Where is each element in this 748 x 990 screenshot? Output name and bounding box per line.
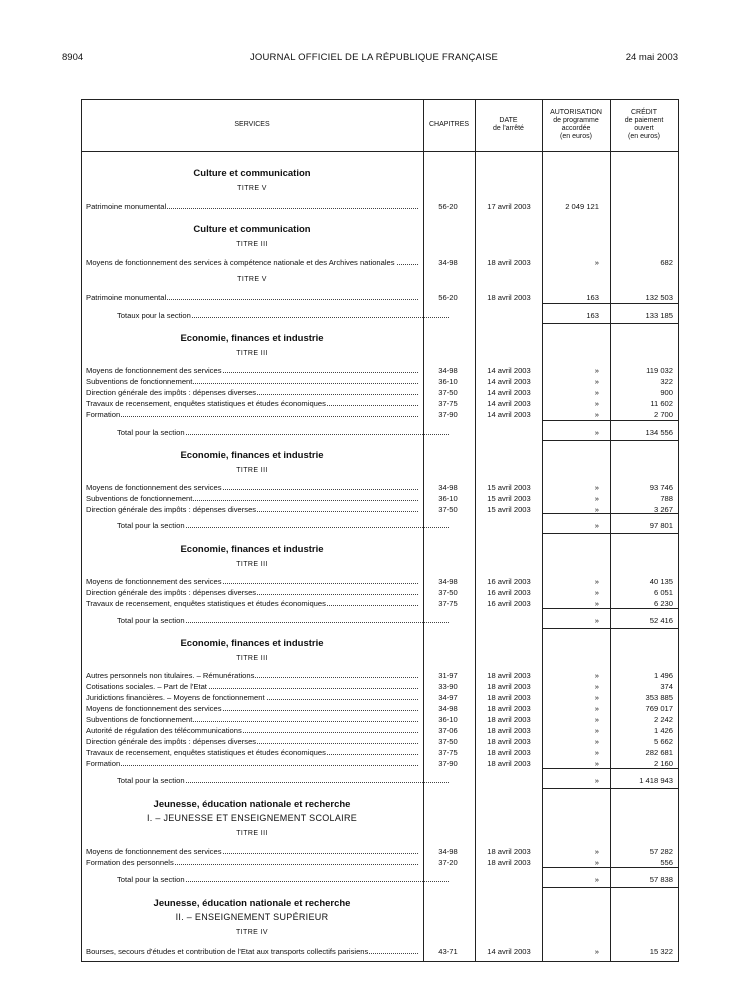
row-label-text: Travaux de recensement, enquêtes statistiques et études économiques	[86, 599, 326, 608]
total-rule	[542, 867, 678, 868]
autorisation-cell: 2 049 121	[565, 202, 599, 211]
row-label-text: Total pour la section	[117, 616, 185, 625]
date-cell: 14 avril 2003	[487, 388, 531, 397]
row-label-text: Cotisations sociales. – Part de l'Etat	[86, 682, 207, 691]
row-label	[86, 747, 418, 758]
titre-heading: TITRE III	[236, 561, 268, 568]
titre-heading: TITRE IV	[236, 929, 268, 936]
ministry-heading: Culture et communication	[193, 168, 311, 179]
section-end-rule	[542, 440, 678, 441]
chapitre-cell: 34-98	[438, 483, 458, 492]
table-row	[0, 576, 748, 587]
table-row	[0, 946, 748, 957]
credit-cell: 6 051	[653, 588, 673, 597]
autorisation-cell: »	[594, 399, 599, 408]
credit-cell: 2 160	[653, 759, 673, 768]
credit-cell: 5 662	[653, 737, 673, 746]
autorisation-cell: »	[594, 715, 599, 724]
credit-cell: 132 503	[645, 293, 673, 302]
row-label-text: Direction générale des impôts : dépenses diverses	[86, 737, 257, 746]
titre-heading: TITRE V	[237, 276, 267, 283]
date-cell: 18 avril 2003	[487, 847, 531, 856]
chapitre-cell: 34-98	[438, 366, 458, 375]
credit-cell: 1 496	[653, 671, 673, 680]
date-cell: 18 avril 2003	[487, 715, 531, 724]
row-label	[86, 846, 418, 857]
row-label	[86, 703, 418, 714]
date-cell: 18 avril 2003	[487, 682, 531, 691]
autorisation-cell: »	[594, 366, 599, 375]
table-row	[0, 681, 748, 692]
total-rule	[542, 768, 678, 769]
chapitre-cell: 56-20	[438, 293, 458, 302]
autorisation-cell: 163	[586, 311, 599, 320]
row-label-text: Autres personnels non titulaires. – Rémunérations	[86, 671, 255, 680]
table-row	[0, 398, 748, 409]
table-bottom-rule	[81, 961, 678, 962]
column-header-services: SERVICES	[234, 121, 270, 128]
autorisation-cell: »	[594, 616, 599, 625]
autorisation-cell: »	[594, 947, 599, 956]
credit-cell: 900	[660, 388, 673, 397]
autorisation-cell: »	[594, 671, 599, 680]
credit-cell: 134 556	[645, 428, 673, 437]
row-label-text: Total pour la section	[117, 428, 185, 437]
date-cell: 16 avril 2003	[487, 577, 531, 586]
credit-cell: 1 426	[653, 726, 673, 735]
date-cell: 18 avril 2003	[487, 726, 531, 735]
titre-heading: TITRE III	[236, 350, 268, 357]
table-row	[0, 482, 748, 493]
titre-heading: TITRE III	[236, 830, 268, 837]
autorisation-cell: »	[594, 726, 599, 735]
table-row	[0, 292, 748, 303]
total-row	[0, 874, 748, 885]
credit-cell: 2 700	[653, 410, 673, 419]
row-label	[86, 681, 418, 692]
chapitre-cell: 37-90	[438, 410, 458, 419]
ministry-heading: Economie, finances et industrie	[180, 450, 324, 461]
autorisation-cell: »	[594, 682, 599, 691]
table-row	[0, 409, 748, 420]
column-header-autorisation: AUTORISATION de programme accordée (en euros)	[550, 109, 602, 140]
titre-heading: TITRE III	[236, 655, 268, 662]
ministry-heading: Economie, finances et industrie	[180, 638, 324, 649]
row-label	[86, 736, 418, 747]
autorisation-cell: »	[594, 704, 599, 713]
table-row	[0, 670, 748, 681]
total-rule	[542, 303, 678, 304]
row-label-text: Moyens de fonctionnement des services à compétence nationale et des Archives nationales	[86, 258, 395, 267]
table-row	[0, 387, 748, 398]
page-number: 8904	[62, 52, 84, 63]
table-row	[0, 201, 748, 212]
section-end-rule	[542, 887, 678, 888]
credit-cell: 282 681	[645, 748, 673, 757]
credit-cell: 353 885	[645, 693, 673, 702]
row-label-text: Moyens de fonctionnement des services	[86, 483, 222, 492]
credit-cell: 6 230	[653, 599, 673, 608]
table-row	[0, 692, 748, 703]
ministry-heading: Economie, finances et industrie	[180, 333, 324, 344]
chapitre-cell: 34-98	[438, 847, 458, 856]
chapitre-cell: 37-20	[438, 858, 458, 867]
autorisation-cell: »	[594, 428, 599, 437]
date-cell: 14 avril 2003	[487, 410, 531, 419]
table-row	[0, 257, 748, 268]
dot-leader	[86, 765, 418, 766]
autorisation-cell: »	[594, 577, 599, 586]
row-label-text: Subventions de fonctionnement	[86, 377, 193, 386]
chapitre-cell: 37-50	[438, 737, 458, 746]
row-label-text: Total pour la section	[117, 875, 185, 884]
titre-heading: TITRE III	[236, 241, 268, 248]
date-cell: 14 avril 2003	[487, 366, 531, 375]
row-label-text: Subventions de fonctionnement	[86, 494, 193, 503]
table-row	[0, 587, 748, 598]
autorisation-cell: »	[594, 505, 599, 514]
credit-cell: 119 032	[646, 366, 673, 375]
date-cell: 15 avril 2003	[487, 494, 531, 503]
chapitre-cell: 37-50	[438, 388, 458, 397]
credit-cell: 682	[660, 258, 673, 267]
chapitre-cell: 56-20	[438, 202, 458, 211]
credit-cell: 556	[660, 858, 673, 867]
section-end-rule	[542, 533, 678, 534]
row-label-text: Totaux pour la section	[117, 311, 191, 320]
credit-cell: 40 135	[649, 577, 673, 586]
row-label-text: Total pour la section	[117, 776, 185, 785]
total-row	[0, 427, 748, 438]
credit-cell: 11 602	[650, 399, 673, 408]
date-cell: 18 avril 2003	[487, 693, 531, 702]
ministry-heading: Culture et communication	[193, 224, 311, 235]
publication-date: 24 mai 2003	[625, 52, 678, 63]
chapitre-cell: 34-98	[438, 577, 458, 586]
row-label-text: Direction générale des impôts : dépenses diverses	[86, 505, 257, 514]
row-label-text: Moyens de fonctionnement des services	[86, 847, 222, 856]
autorisation-cell: 163	[586, 293, 599, 302]
row-label-text: Formation	[86, 759, 121, 768]
section-end-rule	[542, 628, 678, 629]
total-row	[0, 615, 748, 626]
autorisation-cell: »	[594, 410, 599, 419]
credit-cell: 52 416	[649, 616, 673, 625]
credit-cell: 97 801	[649, 521, 673, 530]
credit-cell: 788	[660, 494, 673, 503]
row-label	[86, 365, 418, 376]
date-cell: 18 avril 2003	[487, 293, 531, 302]
column-header-date: DATE de l'arrêté	[493, 117, 524, 132]
row-label	[86, 946, 418, 957]
table-row	[0, 703, 748, 714]
ministry-heading: Jeunesse, éducation nationale et recherche	[153, 799, 351, 810]
row-label-text: Autorité de régulation des télécommunications	[86, 726, 242, 735]
autorisation-cell: »	[594, 759, 599, 768]
credit-cell: 15 322	[649, 947, 673, 956]
chapitre-cell: 31-97	[438, 671, 458, 680]
section-end-rule	[542, 788, 678, 789]
date-cell: 18 avril 2003	[487, 748, 531, 757]
credit-cell: 3 267	[653, 505, 673, 514]
row-label	[117, 520, 449, 531]
ministry-heading: Economie, finances et industrie	[180, 544, 324, 555]
row-label-text: Moyens de fonctionnement des services	[86, 704, 222, 713]
table-row	[0, 376, 748, 387]
section-end-rule	[542, 323, 678, 324]
dot-leader	[86, 416, 418, 417]
autorisation-cell: »	[594, 483, 599, 492]
total-rule	[542, 420, 678, 421]
autorisation-cell: »	[594, 776, 599, 785]
autorisation-cell: »	[594, 599, 599, 608]
row-label-text: Bourses, secours d'études et contribution de l'Etat aux transports collectifs parisiens	[86, 947, 369, 956]
chapitre-cell: 37-75	[438, 399, 458, 408]
table-row	[0, 736, 748, 747]
date-cell: 14 avril 2003	[487, 377, 531, 386]
autorisation-cell: »	[594, 377, 599, 386]
chapitre-cell: 36-10	[438, 494, 458, 503]
column-header-credit: CRÉDIT de paiement ouvert (en euros)	[624, 109, 664, 140]
autorisation-cell: »	[594, 748, 599, 757]
row-label-text: Formation des personnels	[86, 858, 174, 867]
total-rule	[542, 513, 678, 514]
table-row	[0, 747, 748, 758]
row-label-text: Formation	[86, 410, 121, 419]
row-label-text: Direction générale des impôts : dépenses diverses	[86, 588, 257, 597]
date-cell: 16 avril 2003	[487, 599, 531, 608]
row-label	[86, 482, 418, 493]
row-label	[86, 598, 418, 609]
row-label	[86, 857, 418, 868]
chapitre-cell: 37-50	[438, 505, 458, 514]
row-label	[117, 775, 449, 786]
chapitre-cell: 37-75	[438, 599, 458, 608]
chapitre-cell: 36-10	[438, 377, 458, 386]
autorisation-cell: »	[594, 858, 599, 867]
chapitre-cell: 34-97	[438, 693, 458, 702]
row-label-text: Travaux de recensement, enquêtes statistiques et études économiques	[86, 399, 326, 408]
row-label	[86, 725, 418, 736]
titre-heading: TITRE V	[237, 185, 267, 192]
table-row	[0, 846, 748, 857]
chapitre-cell: 34-98	[438, 704, 458, 713]
credit-cell: 2 242	[653, 715, 673, 724]
date-cell: 18 avril 2003	[487, 258, 531, 267]
date-cell: 18 avril 2003	[487, 759, 531, 768]
row-label	[86, 387, 418, 398]
credit-cell: 322	[660, 377, 673, 386]
row-label-text: Moyens de fonctionnement des services	[86, 366, 222, 375]
date-cell: 16 avril 2003	[487, 588, 531, 597]
autorisation-cell: »	[594, 588, 599, 597]
row-label	[86, 257, 418, 268]
chapitre-cell: 37-50	[438, 588, 458, 597]
date-cell: 17 avril 2003	[487, 202, 531, 211]
row-label	[86, 670, 418, 681]
row-label-text: Travaux de recensement, enquêtes statistiques et études économiques	[86, 748, 326, 757]
chapitre-cell: 33-90	[438, 682, 458, 691]
row-label	[86, 201, 418, 212]
row-label	[117, 874, 449, 885]
autorisation-cell: »	[594, 875, 599, 884]
date-cell: 15 avril 2003	[487, 483, 531, 492]
total-row	[0, 520, 748, 531]
chapitre-cell: 43-71	[438, 947, 458, 956]
row-label	[86, 587, 418, 598]
chapitre-cell: 37-75	[438, 748, 458, 757]
table-row	[0, 714, 748, 725]
chapitre-cell: 37-06	[438, 726, 458, 735]
section-subtitle: II. – ENSEIGNEMENT SUPÉRIEUR	[175, 912, 329, 922]
chapitre-cell: 34-98	[438, 258, 458, 267]
row-label-text: Moyens de fonctionnement des services	[86, 577, 222, 586]
row-label	[117, 615, 449, 626]
row-label	[86, 692, 418, 703]
total-row	[0, 310, 748, 321]
total-rule	[542, 608, 678, 609]
row-label-text: Patrimoine monumental	[86, 202, 167, 211]
row-label	[86, 758, 418, 769]
total-row	[0, 775, 748, 786]
section-subtitle: I. – JEUNESSE ET ENSEIGNEMENT SCOLAIRE	[146, 813, 358, 823]
row-label-text: Total pour la section	[117, 521, 185, 530]
date-cell: 18 avril 2003	[487, 737, 531, 746]
row-label	[86, 576, 418, 587]
credit-cell: 57 282	[649, 847, 673, 856]
date-cell: 18 avril 2003	[487, 858, 531, 867]
row-label	[86, 398, 418, 409]
row-label	[86, 493, 418, 504]
row-label	[86, 409, 418, 420]
column-header-chapitres: CHAPITRES	[428, 121, 470, 128]
autorisation-cell: »	[594, 737, 599, 746]
row-label	[86, 504, 418, 515]
date-cell: 15 avril 2003	[487, 505, 531, 514]
chapitre-cell: 36-10	[438, 715, 458, 724]
credit-cell: 1 418 943	[639, 776, 673, 785]
table-row	[0, 493, 748, 504]
autorisation-cell: »	[594, 388, 599, 397]
row-label-text: Juridictions financières. – Moyens de fonctionnement	[86, 693, 265, 702]
titre-heading: TITRE III	[236, 467, 268, 474]
row-label-text: Direction générale des impôts : dépenses diverses	[86, 388, 257, 397]
credit-cell: 374	[660, 682, 673, 691]
row-label-text: Subventions de fonctionnement	[86, 715, 193, 724]
autorisation-cell: »	[594, 521, 599, 530]
row-label-text: Patrimoine monumental	[86, 293, 167, 302]
date-cell: 18 avril 2003	[487, 671, 531, 680]
credit-cell: 133 185	[645, 311, 673, 320]
credit-cell: 93 746	[649, 483, 673, 492]
autorisation-cell: »	[594, 693, 599, 702]
ministry-heading: Jeunesse, éducation nationale et recherche	[153, 898, 351, 909]
row-label	[117, 310, 449, 321]
row-label	[117, 427, 449, 438]
autorisation-cell: »	[594, 847, 599, 856]
table-row	[0, 725, 748, 736]
date-cell: 14 avril 2003	[487, 947, 531, 956]
credit-cell: 769 017	[645, 704, 673, 713]
chapitre-cell: 37-90	[438, 759, 458, 768]
row-label	[86, 714, 418, 725]
credit-cell: 57 838	[649, 875, 673, 884]
date-cell: 14 avril 2003	[487, 399, 531, 408]
journal-title: JOURNAL OFFICIEL DE LA RÉPUBLIQUE FRANÇAISE	[249, 52, 499, 63]
autorisation-cell: »	[594, 258, 599, 267]
row-label	[86, 376, 418, 387]
date-cell: 18 avril 2003	[487, 704, 531, 713]
table-row	[0, 365, 748, 376]
autorisation-cell: »	[594, 494, 599, 503]
row-label	[86, 292, 418, 303]
